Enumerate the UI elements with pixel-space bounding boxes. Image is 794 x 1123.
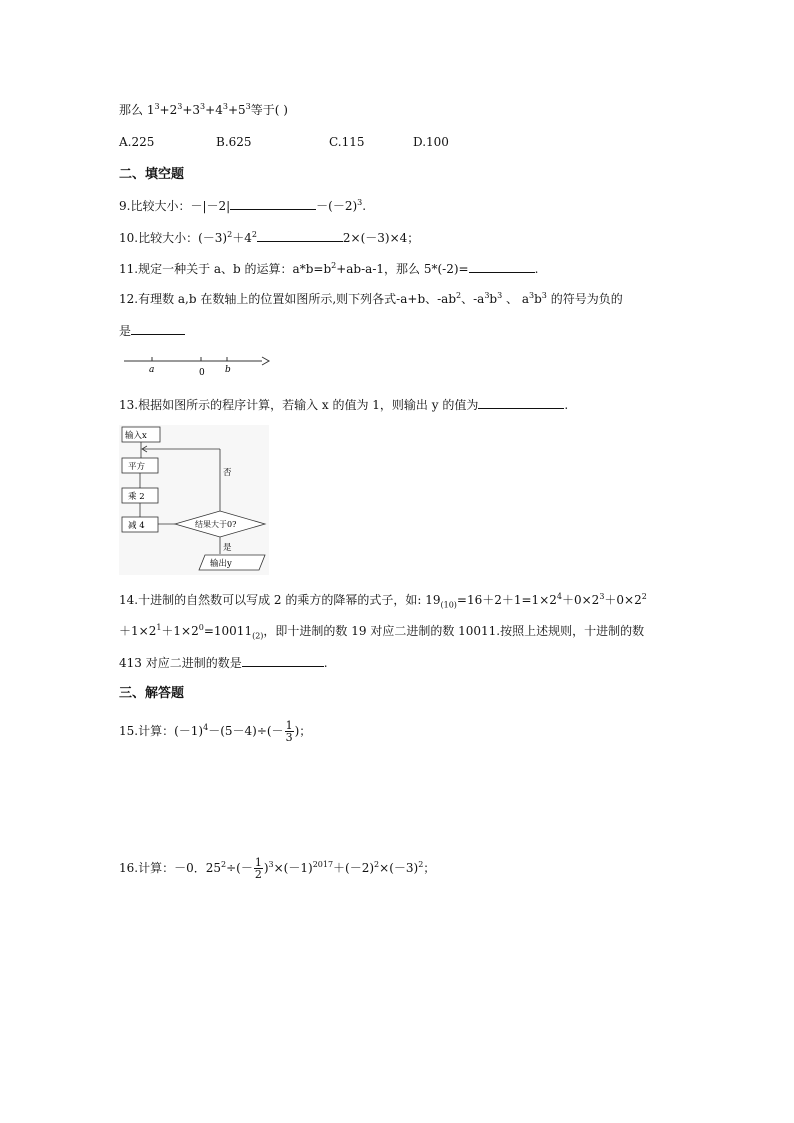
number-line-figure: [122, 353, 272, 379]
q14-text: =10011: [203, 624, 253, 638]
decision-label: 结果大于0?: [195, 520, 237, 529]
q11-text: 11.规定一种关于 a、b 的运算：a*b=b: [119, 262, 332, 276]
q8-term: +3: [182, 103, 201, 117]
output-parallelogram: [199, 555, 265, 570]
q14-text: ＋1×2: [119, 624, 157, 638]
exp: 3: [484, 291, 490, 300]
q15-text: 15.计算：(－1): [119, 724, 204, 738]
exp: 2: [251, 230, 257, 239]
q10-text-post: 2×(－3)×4；: [342, 231, 420, 245]
q12-text: b: [534, 292, 542, 306]
yes-label: 是: [223, 543, 232, 553]
square-label: 平方: [128, 462, 146, 472]
exp: 3: [245, 102, 251, 111]
exp: 3: [599, 592, 605, 601]
numerator: 1: [254, 856, 262, 869]
q12-text: 、-a: [461, 292, 485, 306]
answer-blank[interactable]: [230, 197, 316, 210]
q16-text: ×(－3): [379, 861, 419, 875]
q16-end: ；: [423, 861, 436, 875]
option-d: D.100: [413, 135, 449, 149]
q12-line1: [119, 291, 623, 307]
label-a: a: [149, 365, 155, 375]
q16-text: ×(－1): [273, 861, 313, 875]
exp: 3: [154, 102, 160, 111]
q11: [119, 260, 538, 277]
q12-text: 是: [119, 324, 132, 338]
minus4-label: 减 4: [128, 521, 145, 531]
exp: 0: [198, 623, 204, 632]
q16-text: ＋(－2): [333, 861, 375, 875]
q9-end: .: [362, 199, 367, 213]
section-heading-solve: 三、解答题: [119, 686, 185, 701]
q13-text: 13.根据如图所示的程序计算，若输入 x 的值为 1，则输出 y 的值为: [119, 398, 479, 412]
q8-term: +4: [205, 103, 223, 117]
q14-text: 14.十进制的自然数可以写成 2 的乘方的降幂的式子，如: 19: [119, 593, 441, 607]
subscript: (2): [252, 631, 264, 641]
option-b: B.625: [216, 135, 252, 149]
exp: 3: [541, 291, 547, 300]
exp: 3: [200, 102, 206, 111]
q11-end: .: [534, 262, 539, 276]
q8-stem: [119, 102, 288, 118]
option-c: C.115: [329, 135, 365, 149]
exp: 2: [331, 261, 337, 270]
q10: [119, 229, 419, 246]
exp: 2: [221, 860, 227, 869]
q16-text: ): [263, 861, 269, 875]
exp: 2: [641, 592, 647, 601]
exp: 2: [418, 860, 424, 869]
exp: 4: [556, 592, 562, 601]
label-0: 0: [199, 368, 205, 378]
exp: 3: [357, 198, 363, 207]
numerator: 1: [285, 719, 293, 732]
q14-text: ＋0×2: [604, 593, 642, 607]
q13: [119, 396, 568, 413]
exp: 3: [177, 102, 183, 111]
denominator: 2: [254, 868, 262, 881]
q12-text: b: [489, 292, 498, 306]
q13-end: .: [564, 398, 569, 412]
input-label: 输入x: [125, 431, 147, 441]
fraction: [254, 857, 263, 880]
q14-line1: [119, 592, 647, 608]
q8-term: +5: [227, 103, 246, 117]
exp: 4: [203, 723, 209, 732]
label-b: b: [225, 365, 231, 375]
q14-line2: [119, 623, 644, 639]
q15-text: －(5－4)÷(－: [208, 724, 284, 738]
q10-text-mid: ＋4: [232, 231, 252, 245]
q12-text: 的符号为负的: [546, 292, 623, 306]
q10-text: 10.比较大小：(－3): [119, 231, 228, 245]
q12-text: 12.有理数 a,b 在数轴上的位置如图所示,则下列各式-a+b、-ab: [119, 292, 457, 306]
q8-stem-text: 那么 1: [119, 103, 155, 117]
q14-end: .: [323, 656, 328, 670]
option-a: A.225: [119, 135, 155, 149]
q15: [119, 720, 311, 743]
exp: 3: [529, 291, 535, 300]
q14-text: =16＋2＋1=1×2: [456, 593, 557, 607]
q14-line3: [119, 654, 328, 671]
answer-blank[interactable]: [242, 654, 324, 667]
exp: 2: [227, 230, 233, 239]
exp: 2: [456, 291, 462, 300]
exp: 3: [497, 291, 503, 300]
exp: 1: [156, 623, 162, 632]
q12-text: 、 a: [502, 292, 529, 306]
q11-text-mid: +ab-a-1，那么 5*(-2)=: [336, 262, 469, 276]
q14-text: ＋1×2: [161, 624, 199, 638]
section-heading-fill-in: 二、填空题: [119, 167, 185, 182]
q9-text-post: －(－2): [316, 199, 358, 213]
exp: 3: [268, 860, 274, 869]
q14-text: 413 对应二进制的数是: [119, 656, 242, 670]
q14-text: ＋0×2: [561, 593, 600, 607]
q9: [119, 197, 366, 214]
exp: 2: [374, 860, 380, 869]
q16-text: 16.计算：－0．25: [119, 861, 221, 875]
q16-text: ÷(－: [226, 861, 253, 875]
output-label: 输出y: [210, 559, 232, 569]
q8-term: +2: [159, 103, 178, 117]
subscript: (10): [440, 600, 457, 610]
q15-end: )；: [294, 724, 312, 738]
exp: 2017: [312, 860, 334, 869]
answer-blank[interactable]: [257, 229, 343, 242]
q14-text: ，即十进制的数 19 对应二进制的数 10011.按照上述规则，十进制的数: [263, 624, 645, 638]
answer-blank[interactable]: [469, 260, 535, 273]
times2-label: 乘 2: [128, 492, 145, 502]
q12-line2: [119, 322, 185, 339]
no-label: 否: [223, 468, 232, 478]
q9-text: 9.比较大小：－|－2|: [119, 199, 231, 213]
arrow-icon: [262, 357, 269, 365]
denominator: 3: [285, 731, 293, 744]
exp: 3: [222, 102, 228, 111]
answer-blank[interactable]: [131, 322, 185, 335]
flowchart-figure: [119, 425, 269, 575]
q8-stem-end: 等于( ): [250, 103, 288, 117]
q16: [119, 857, 435, 880]
answer-blank[interactable]: [478, 396, 564, 409]
fraction: [285, 720, 294, 743]
